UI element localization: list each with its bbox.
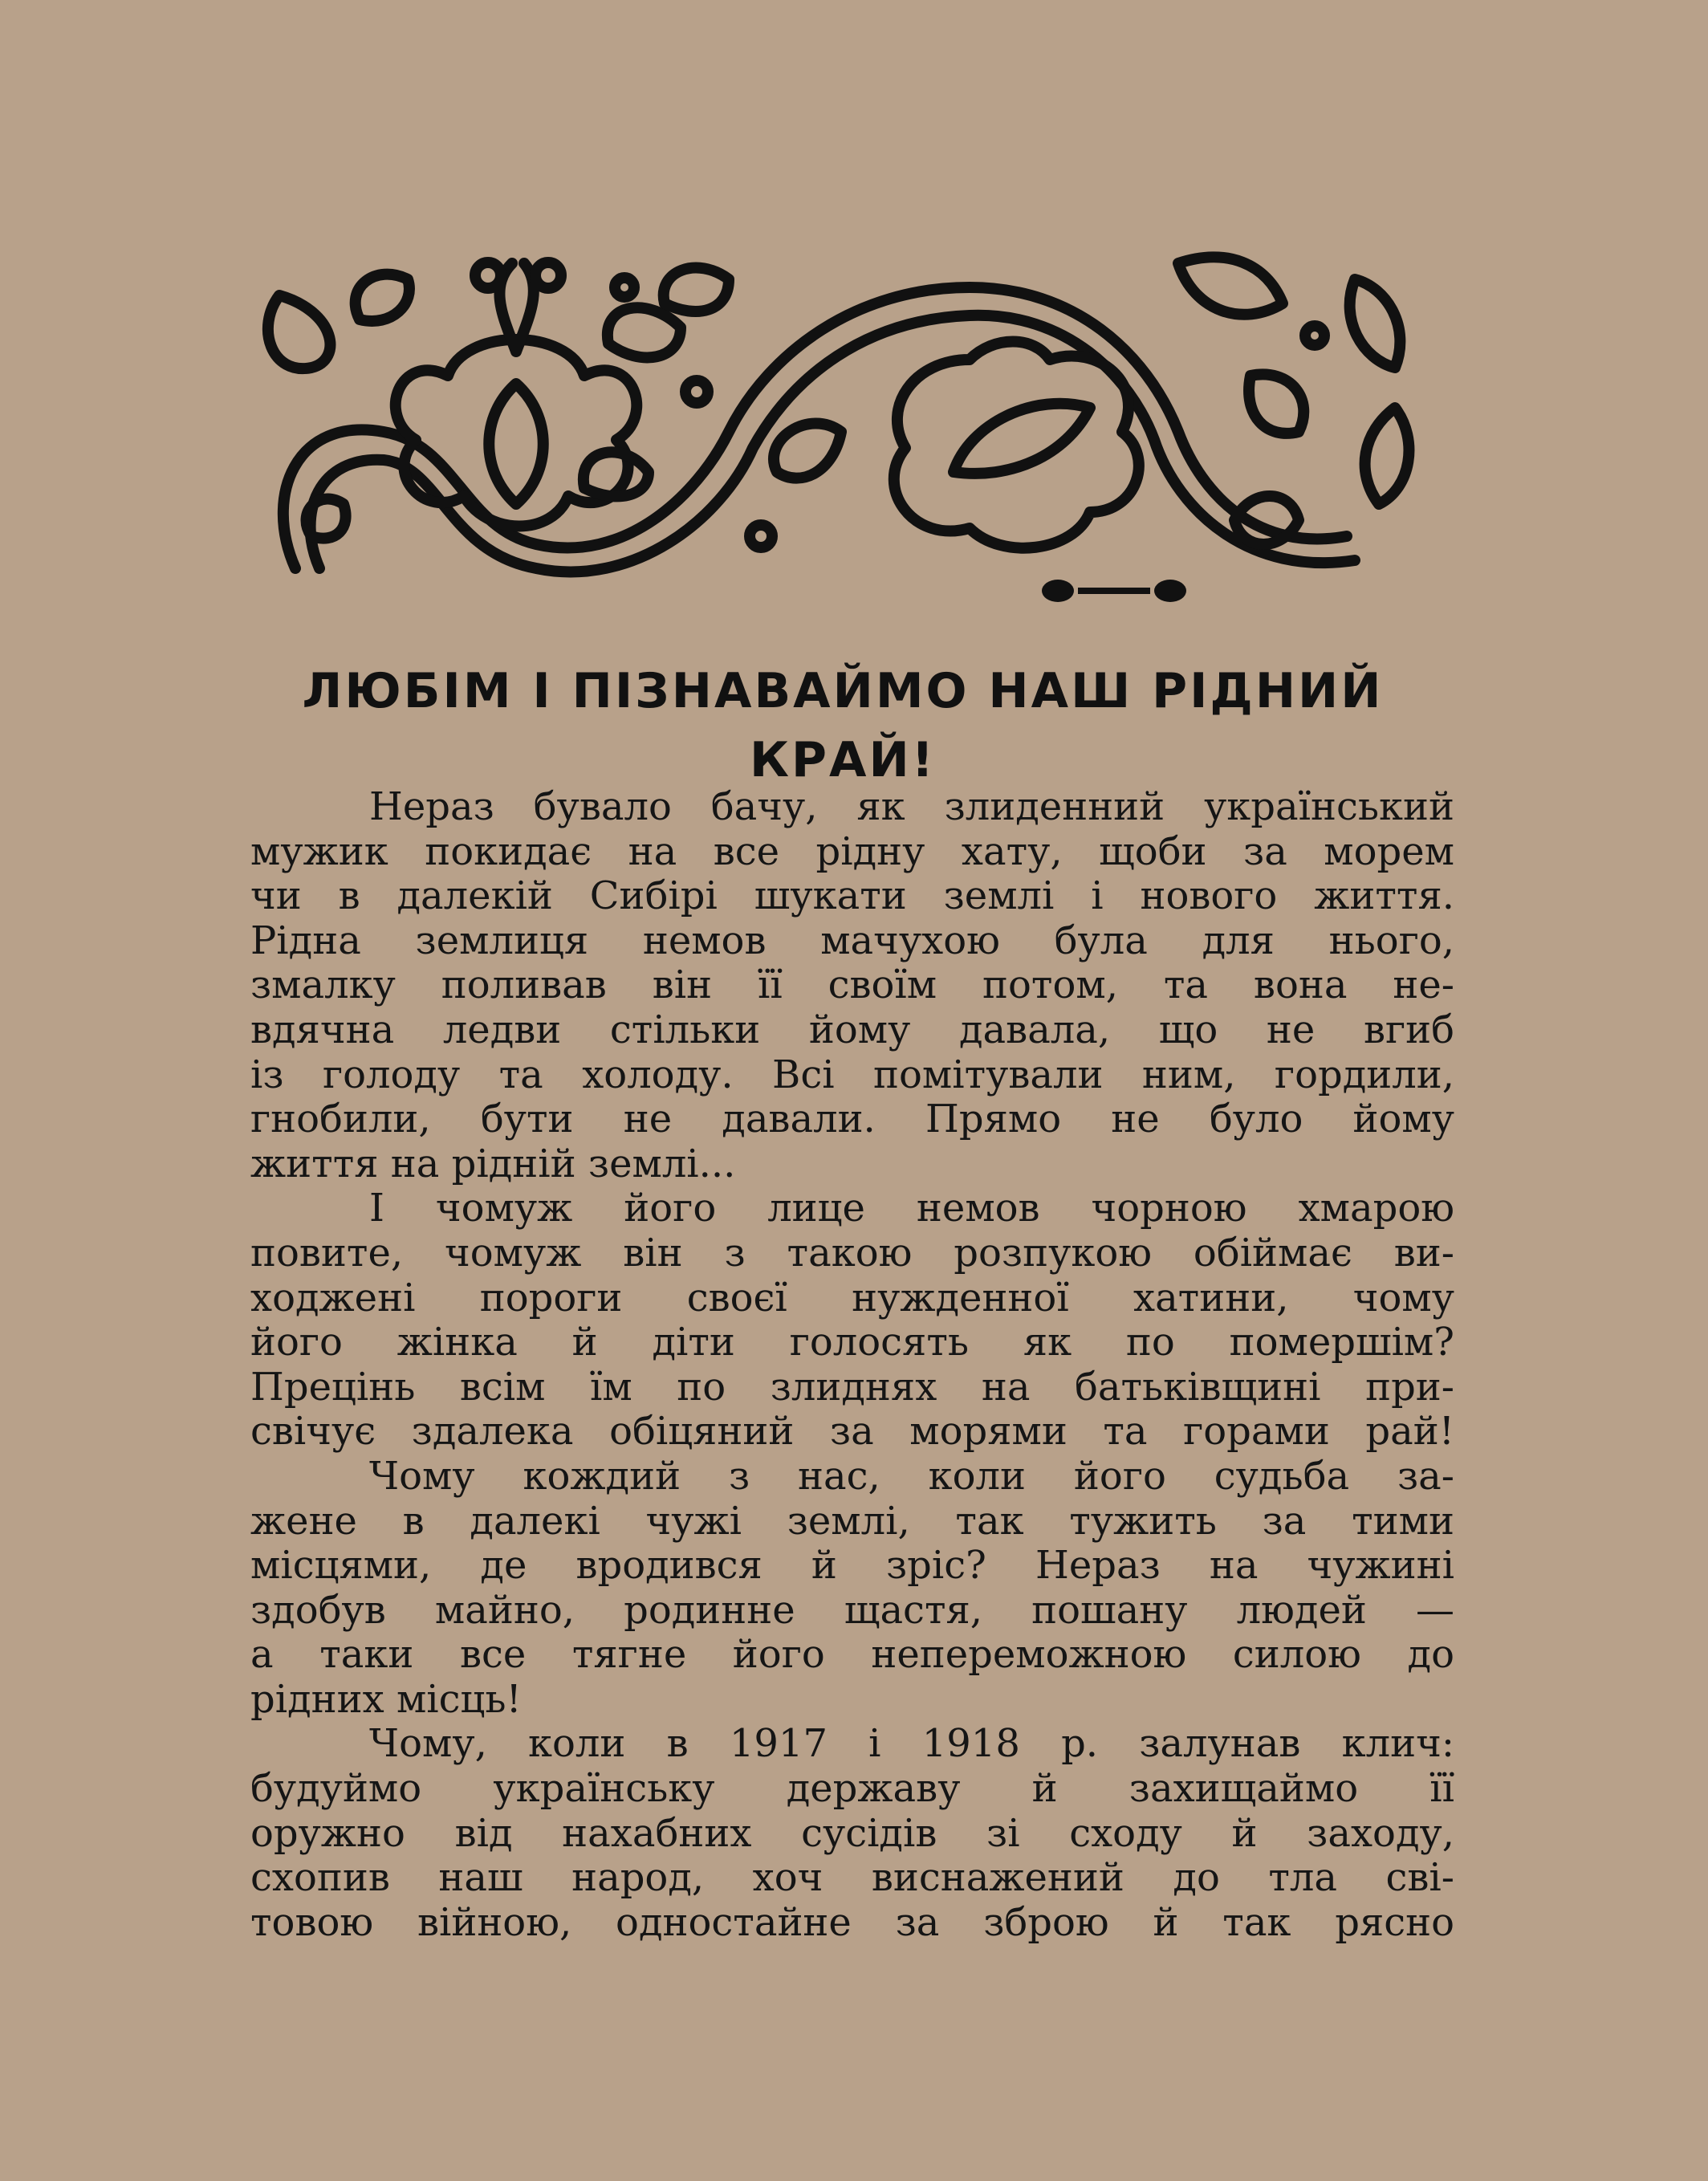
text-line: рідних місць! bbox=[250, 1676, 522, 1722]
text-line: Чому кождий з нас, коли його судьба за- bbox=[369, 1453, 1454, 1499]
text-line: будуймо українську державу й захищаймо її bbox=[250, 1766, 1454, 1812]
title-line-2: КРАЙ! bbox=[749, 732, 937, 788]
text-line: Нераз бувало бачу, як злиденний український bbox=[369, 784, 1454, 829]
floral-ornament-icon bbox=[247, 231, 1440, 620]
text-line: товою війною, одностайне за зброю й так рясно bbox=[250, 1899, 1454, 1945]
text-line: Прецінь всім їм по злиднях на батьківщині при- bbox=[250, 1364, 1454, 1410]
text-line: мужик покидає на все рідну хату, щоби за морем bbox=[250, 828, 1454, 874]
text-line: чи в далекій Сибірі шукати землі і нового життя. bbox=[250, 873, 1454, 919]
text-line: жене в далекі чужі землі, так тужить за тими bbox=[250, 1498, 1454, 1544]
text-line: І чомуж його лице немов чорною хмарою bbox=[369, 1186, 1454, 1231]
text-line: Чому, коли в 1917 і 1918 р. залунав клич: bbox=[369, 1721, 1454, 1767]
text-line: місцями, де вродився й зріс? Нераз на чужині bbox=[250, 1543, 1454, 1589]
text-line: оружно від нахабних сусідів зі сходу й заходу, bbox=[250, 1810, 1454, 1856]
text-line: із голоду та холоду. Всі помітували ним, гордили, bbox=[250, 1052, 1454, 1097]
text-line: життя на рідній землі... bbox=[250, 1141, 736, 1186]
page-title bbox=[265, 657, 1421, 795]
text-line: гнобили, бути не давали. Прямо не було йому bbox=[250, 1097, 1454, 1142]
text-line: змалку поливав він її своїм потом, та вона не- bbox=[250, 962, 1454, 1008]
text-line: свічує здалека обіцяний за морями та горами рай! bbox=[250, 1409, 1454, 1455]
article-body bbox=[250, 785, 1454, 1945]
text-line: Рідна землиця немов мачухою була для нього, bbox=[250, 918, 1454, 963]
text-line: вдячна ледви стільки йому давала, що не вгиб bbox=[250, 1007, 1454, 1052]
text-line: його жінка й діти голосять як по помершім? bbox=[250, 1320, 1454, 1365]
text-line: ходжені пороги своєї нужденної хатини, чому bbox=[250, 1275, 1454, 1320]
text-line: а таки все тягне його непереможною силою до bbox=[250, 1632, 1454, 1678]
title-line-1: ЛЮБІМ І ПІЗНАВАЙМО НАШ РІДНИЙ bbox=[302, 663, 1384, 719]
text-line: схопив наш народ, хоч виснажений до тла сві- bbox=[250, 1855, 1454, 1901]
text-line: здобув майно, родинне щастя, пошану людей — bbox=[250, 1587, 1454, 1633]
floral-ornament-svg bbox=[247, 231, 1440, 620]
text-line: повите, чомуж він з такою розпукою обіймає ви- bbox=[250, 1230, 1454, 1276]
